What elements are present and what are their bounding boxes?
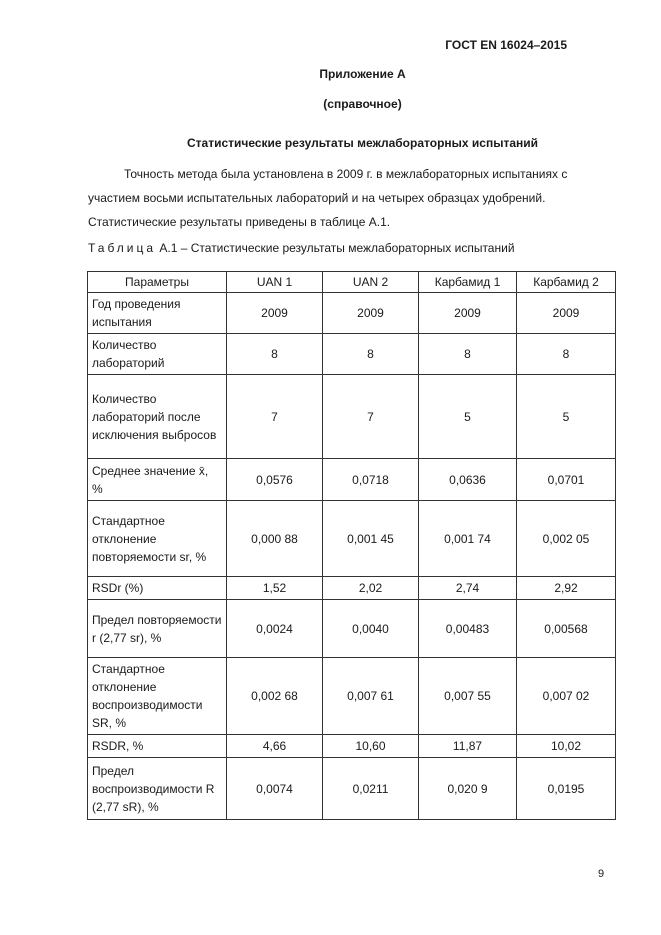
column-header: UAN 2 xyxy=(323,272,419,293)
table-header-row xyxy=(88,272,616,293)
param-cell: Предел воспроизводимости R (2,77 sR), % xyxy=(88,758,227,820)
table-row xyxy=(88,758,616,820)
annex-subtitle: (справочное) xyxy=(323,97,402,111)
table-row xyxy=(88,577,616,600)
table-row xyxy=(88,600,616,658)
param-cell: Количество лабораторий после исключения выбросов xyxy=(88,375,227,459)
value-cell: 2,92 xyxy=(517,577,616,600)
value-cell: 2009 xyxy=(323,293,419,334)
column-header: UAN 1 xyxy=(227,272,323,293)
value-cell: 10,60 xyxy=(323,735,419,758)
value-cell: 0,002 68 xyxy=(227,658,323,735)
value-cell: 0,007 02 xyxy=(517,658,616,735)
param-cell: Год проведения испытания xyxy=(88,293,227,334)
value-cell: 11,87 xyxy=(419,735,517,758)
value-cell: 2,74 xyxy=(419,577,517,600)
value-cell: 2009 xyxy=(227,293,323,334)
value-cell: 0,0576 xyxy=(227,459,323,501)
value-cell: 0,002 05 xyxy=(517,501,616,577)
column-header: Параметры xyxy=(88,272,227,293)
table-row xyxy=(88,501,616,577)
param-cell: Стандартное отклонение воспроизводимости SR, % xyxy=(88,658,227,735)
value-cell: 0,00568 xyxy=(517,600,616,658)
value-cell: 8 xyxy=(227,334,323,375)
param-cell: Предел повторяемости r (2,77 sr), % xyxy=(88,600,227,658)
value-cell: 0,0195 xyxy=(517,758,616,820)
table-row xyxy=(88,459,616,501)
value-cell: 0,001 74 xyxy=(419,501,517,577)
table-row xyxy=(88,375,616,459)
column-header: Карбамид 2 xyxy=(517,272,616,293)
value-cell: 2009 xyxy=(517,293,616,334)
value-cell: 1,52 xyxy=(227,577,323,600)
param-cell: Количество лабораторий xyxy=(88,334,227,375)
value-cell: 0,00483 xyxy=(419,600,517,658)
value-cell: 5 xyxy=(517,375,616,459)
table-row xyxy=(88,658,616,735)
table-caption-text: А.1 – Статистические результаты межлабораторных испытаний xyxy=(156,241,515,255)
value-cell: 7 xyxy=(323,375,419,459)
page-number: 9 xyxy=(598,868,605,880)
table-caption-word: Таблица xyxy=(88,241,157,255)
value-cell: 7 xyxy=(227,375,323,459)
value-cell: 0,0024 xyxy=(227,600,323,658)
value-cell: 10,02 xyxy=(517,735,616,758)
param-cell: Среднее значение x̄, % xyxy=(88,459,227,501)
value-cell: 0,0718 xyxy=(323,459,419,501)
value-cell: 8 xyxy=(419,334,517,375)
value-cell: 0,0074 xyxy=(227,758,323,820)
intro-paragraph: Точность метода была установлена в 2009 г. в межлабораторных испытаниях с участием восьми испытательных лабораторий и на четырех образцах удобрений. Статистические результаты приведены в таблице А.1. xyxy=(88,167,568,229)
value-cell: 0,0701 xyxy=(517,459,616,501)
value-cell: 2009 xyxy=(419,293,517,334)
value-cell: 0,0636 xyxy=(419,459,517,501)
table-row xyxy=(88,334,616,375)
section-title: Статистические результаты межлабораторных испытаний xyxy=(186,136,538,150)
value-cell: 0,007 55 xyxy=(419,658,517,735)
param-cell: Стандартное отклонение повторяемости sr, % xyxy=(88,501,227,577)
param-cell: RSDR, % xyxy=(88,735,227,758)
value-cell: 8 xyxy=(517,334,616,375)
value-cell: 5 xyxy=(419,375,517,459)
value-cell: 0,007 61 xyxy=(323,658,419,735)
value-cell: 4,66 xyxy=(227,735,323,758)
value-cell: 0,020 9 xyxy=(419,758,517,820)
value-cell: 8 xyxy=(323,334,419,375)
column-header: Карбамид 1 xyxy=(419,272,517,293)
value-cell: 0,0211 xyxy=(323,758,419,820)
table-row xyxy=(88,735,616,758)
table-row xyxy=(88,293,616,334)
annex-title: Приложение А xyxy=(319,67,406,81)
document-code: ГОСТ EN 16024–2015 xyxy=(445,38,567,52)
param-cell: RSDr (%) xyxy=(88,577,227,600)
value-cell: 2,02 xyxy=(323,577,419,600)
value-cell: 0,000 88 xyxy=(227,501,323,577)
table-caption xyxy=(88,241,515,255)
results-table xyxy=(87,271,616,820)
value-cell: 0,0040 xyxy=(323,600,419,658)
value-cell: 0,001 45 xyxy=(323,501,419,577)
